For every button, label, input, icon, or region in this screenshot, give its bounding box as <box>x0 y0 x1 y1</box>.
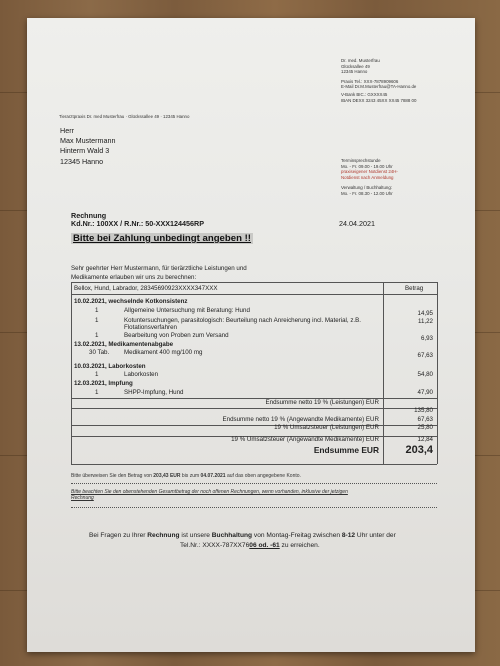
table-row-qty: 1 <box>95 317 99 324</box>
greeting-line-1: Sehr geehrter Herr Mustermann, für tierärztliche Leistungen und <box>71 265 247 272</box>
footer-rechnung: Rechnung <box>147 532 180 539</box>
sender-bic: V-Bank BIC.: GXXXX45 <box>341 91 388 97</box>
office-hours <box>341 158 398 197</box>
total-amount: 12,84 <box>417 436 433 443</box>
grand-total-amount: 203,4 <box>405 444 433 456</box>
sender-email: E-Mail Dr.M.Musterfrau@TA-Hanno.de <box>341 84 417 90</box>
total-amount: 135,80 <box>414 407 433 414</box>
recipient-salutation: Herr <box>60 126 74 135</box>
footer-line-2 <box>180 542 320 550</box>
total-label: 19 % Umsatzsteuer (Angewandte Medikamente) EUR <box>231 436 379 443</box>
total-label: Endsumme netto 19 % (Leistungen) EUR <box>265 399 379 406</box>
invoice-label: Rechnung <box>71 211 107 220</box>
footer-mid: ist unsere <box>179 532 212 539</box>
table-row-qty: 1 <box>95 332 99 339</box>
recipient-street: Hinterm Wald 3 <box>60 146 110 156</box>
footer-tel-pre: Tel.Nr.: XXXX-787XX76 <box>180 542 250 549</box>
sender-iban: IBAN DEXX 3243 45XX XX45 7888 00 <box>341 97 417 103</box>
group-4-title: 12.03.2021, Impfung <box>74 380 133 387</box>
footer-post: Uhr unter der <box>355 532 396 539</box>
recipient-name: Max Mustermann <box>60 136 116 146</box>
balance-note <box>71 490 348 501</box>
footer-tel-bold: 06 od. -61 <box>249 542 280 549</box>
table-row-desc: Laborkosten <box>124 371 159 378</box>
table-row-desc: Allgemeine Untersuchung mit Beratung: Hund <box>124 307 250 314</box>
patient-info: Bellox, Hund, Labrador, 28345690923XXXX347XXX <box>74 285 218 292</box>
recipient-city: 12345 Hanno <box>60 156 104 166</box>
group-1-title: 10.02.2021, wechselnde Kotkonsistenz <box>74 298 188 305</box>
grand-total-label: Endsumme EUR <box>313 445 379 455</box>
admin-line: Mo. - Fr. 08.30 - 12.00 Uhr <box>341 190 393 196</box>
total-label: 19 % Umsatzsteuer (Leistungen) EUR <box>274 424 379 431</box>
table-row-desc: Bearbeitung von Proben zum Versand <box>124 332 229 339</box>
footer-line-1 <box>89 532 396 540</box>
recipient-address <box>60 126 116 167</box>
group-3-title: 10.03.2021, Laborkosten <box>74 363 146 370</box>
table-row-qty: 1 <box>95 371 99 378</box>
invoice-date: 24.04.2021 <box>339 219 375 228</box>
hours-line-2: praxiseigener Notdienst 24H- <box>341 169 398 175</box>
betrag-header: Betrag <box>405 285 424 292</box>
table-row-qty: 1 <box>95 389 99 396</box>
payment-note-post: auf das oben angegebene Konto. <box>225 473 301 479</box>
payment-amount: 203,43 EUR <box>153 473 181 479</box>
sender-phone: Praxis Tel.: XXX-7878909606 <box>341 78 399 84</box>
table-row-amount: 54,80 <box>417 371 433 378</box>
footer-hours: 8-12 <box>341 532 356 539</box>
table-row-desc: SHPP-Impfung, Hund <box>124 389 184 396</box>
table-row-desc: Flotationsverfahren <box>124 324 177 331</box>
total-amount: 25,80 <box>417 424 433 431</box>
table-row-desc: Kotuntersuchungen, parasitologisch: Beurteilung nach Anreicherung incl. Material, z.B. <box>124 317 361 324</box>
footer-mid2: von Montag-Freitag zwischen <box>252 532 342 539</box>
greeting-line-2: Medikamente erlauben wir uns zu berechnen: <box>71 273 197 281</box>
table-row-qty: 30 Tab. <box>89 349 110 356</box>
payment-note-pre: Bitte überweisen Sie den Betrag von <box>71 473 154 479</box>
footer-pre: Bei Fragen zu Ihrer <box>89 532 148 539</box>
table-row-qty: 1 <box>95 307 99 314</box>
table-row-desc: Medikament 400 mg/100 mg <box>124 349 203 356</box>
payment-note <box>71 474 301 480</box>
table-row-amount: 47,90 <box>417 389 433 396</box>
total-label: Endsumme netto 19 % (Angewandte Medikamente) EUR <box>222 416 379 423</box>
sender-street: Glücksallee 49 <box>341 63 370 69</box>
sender-return-line: Tierarztpraxis Dr. med Musterfrau · Glückssallee 49 · 12345 Hanno <box>59 114 190 119</box>
payment-note-mid: bis zum <box>180 473 201 479</box>
table-row-amount: 6,93 <box>420 335 433 342</box>
sender-block <box>341 58 416 103</box>
hours-line-1: Mo. - Fr. 09.00 - 19.00 Uhr <box>341 163 393 169</box>
table-row-amount: 14,95 <box>417 310 433 317</box>
greeting <box>71 265 247 282</box>
table-row-amount: 11,22 <box>417 318 433 325</box>
total-amount: 67,63 <box>417 416 433 423</box>
group-2-title: 13.02.2021, Medikamentenabgabe <box>74 341 174 348</box>
sender-name: Dr. med. Musterfrau <box>341 58 380 63</box>
invoice-notice: Bitte bei Zahlung unbedingt angeben !! <box>73 233 252 244</box>
sender-city: 12345 Hanno <box>341 69 368 75</box>
hours-title: Terminsprechstunde <box>341 158 381 163</box>
footer-tel-post: zu erreichen. <box>279 542 320 549</box>
invoice-paper <box>27 18 475 652</box>
admin-title: Verwaltung / Buchhaltung: <box>341 185 393 191</box>
hours-line-3: Notdienst nach Anmeldung <box>341 174 394 180</box>
balance-note-line-2: Rechnung <box>71 494 94 501</box>
balance-note-line-1: Bitte beachten Sie den obenstehenden Gesamtbetrag der noch offenen Rechnungen, wenn vorhanden, inklusive der jetzigen <box>71 489 348 495</box>
footer-buchhaltung: Buchhaltung <box>211 532 253 539</box>
payment-date: 04.07.2021 <box>200 473 226 479</box>
invoice-numbers: Kd.Nr.: 100XX / R.Nr.: 50-XXX124456RP <box>71 219 205 228</box>
table-row-amount: 67,63 <box>417 352 433 359</box>
